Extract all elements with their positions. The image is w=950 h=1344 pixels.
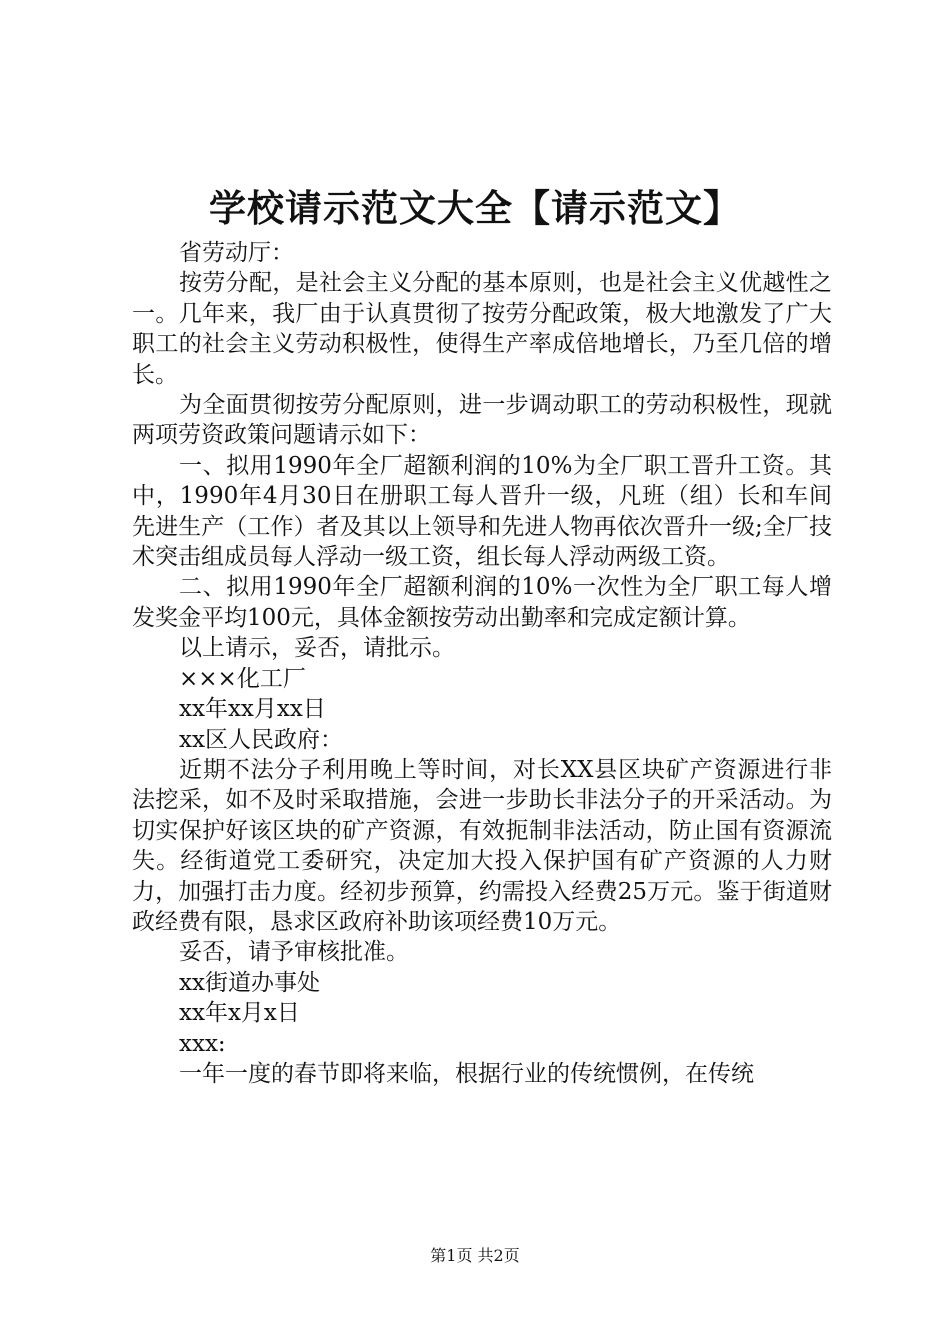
signature-org: xx街道办事处 bbox=[179, 969, 320, 996]
paragraph: 按劳分配，是社会主义分配的基本原则，也是社会主义优越性之一。几年来，我厂由于认真贯彻了按劳分配政策，极大地激发了广大职工的社会主义劳动积极性，使得生产率成倍地增长，乃至几倍的增长。 bbox=[132, 270, 832, 388]
paragraph: 近期不法分子利用晚上等时间，对长XX县区块矿产资源进行非法挖采，如不及时采取措施，会进一步助长非法分子的开采活动。为切实保护好该区块的矿产资源，有效扼制非法活动，防止国有资源流失。经街道党工委研究，决定加大投入保护国有矿产资源的人力财力，加强打击力度。经初步预算，约需投入经费25万元。鉴于街道财政经费有限，恳求区政府补助该项经费10万元。 bbox=[132, 756, 832, 935]
paragraph: 二、拟用1990年全厂超额利润的10%一次性为全厂职工每人增发奖金平均100元，具体金额按劳动出勤率和完成定额计算。 bbox=[132, 574, 832, 631]
paragraph-salutation: 省劳动厅： bbox=[179, 240, 294, 266]
paragraph-salutation: xx区人民政府： bbox=[179, 726, 343, 753]
signature-org: ×××化工厂 bbox=[179, 665, 306, 692]
paragraph: 一、拟用1990年全厂超额利润的10%为全厂职工晋升工资。其中，1990年4月30日在册职工每人晋升一级，凡班（组）长和车间先进生产（工作）者及其以上领导和先进人物再依次晋升一级;全厂技术突击组成员每人浮动一级工资，组长每人浮动两级工资。 bbox=[132, 452, 832, 571]
paragraph: 一年一度的春节即将来临，根据行业的传统惯例，在传统 bbox=[179, 1060, 754, 1087]
document-body bbox=[132, 238, 832, 1089]
signature-date: xx年xx月xx日 bbox=[179, 696, 326, 723]
paragraph-closing: 妥否，请予审核批准。 bbox=[179, 939, 409, 966]
paragraph-closing: 以上请示，妥否，请批示。 bbox=[179, 635, 455, 662]
paragraph: 为全面贯彻按劳分配原则，进一步调动职工的劳动积极性，现就两项劳资政策问题请示如下： bbox=[132, 392, 832, 449]
signature-date: xx年x月x日 bbox=[179, 1000, 300, 1027]
document-title: 学校请示范文大全【请示范文】 bbox=[209, 186, 741, 230]
paragraph-salutation: xxx: bbox=[179, 1030, 226, 1057]
page-footer: 第1页 共2页 bbox=[430, 1246, 520, 1265]
